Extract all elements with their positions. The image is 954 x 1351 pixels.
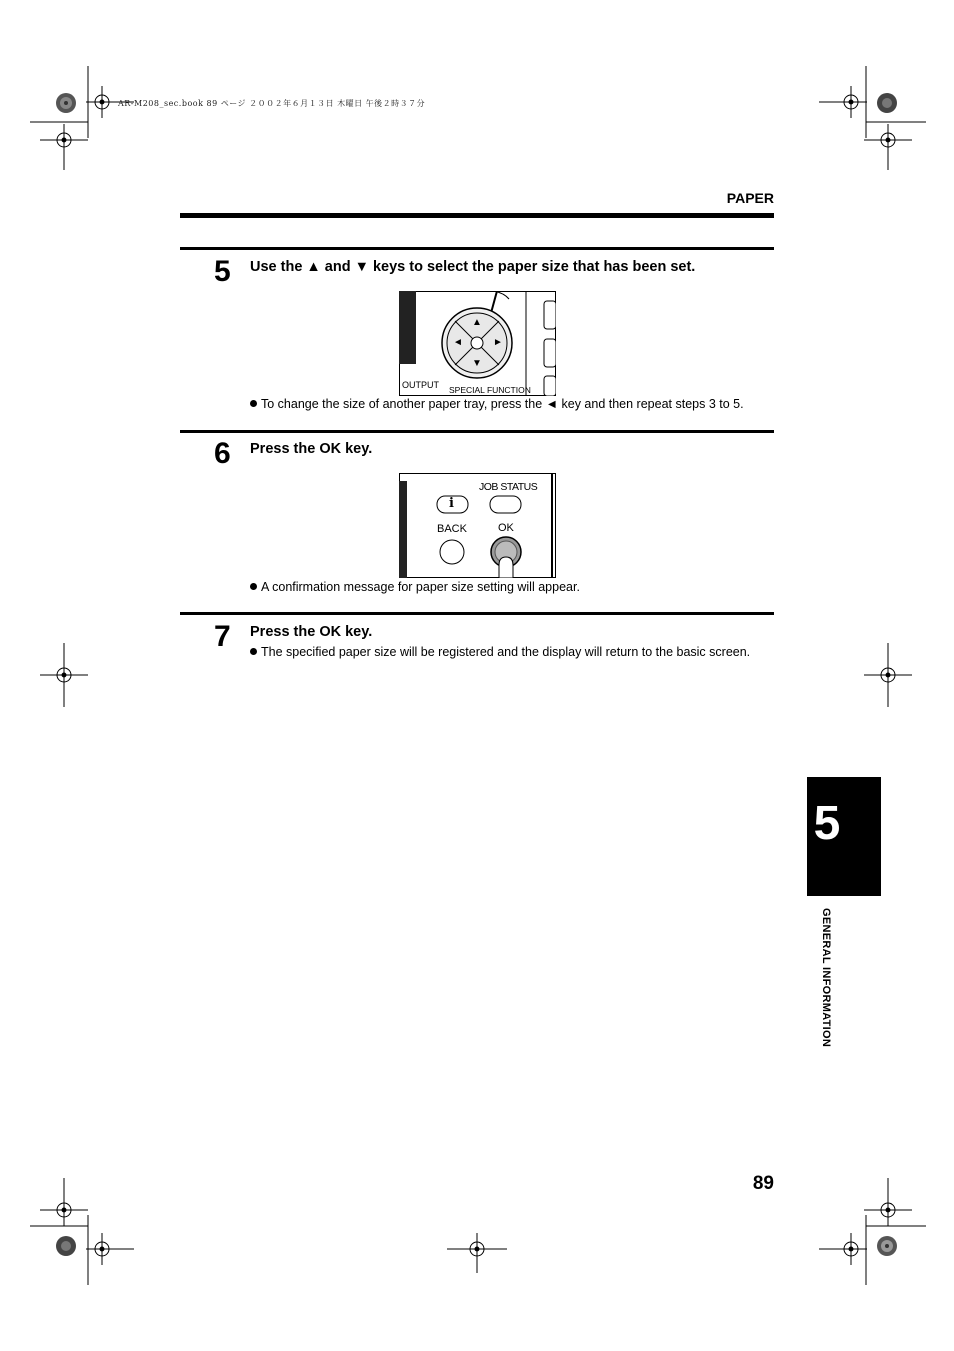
panel-label-ok: OK xyxy=(498,522,514,534)
down-arrow-key-icon: ▼ xyxy=(472,358,482,369)
step-7-number: 7 xyxy=(214,620,231,653)
bullet-icon xyxy=(250,400,257,407)
step-7-rule xyxy=(180,612,774,615)
panel-label-output: OUTPUT xyxy=(402,380,439,390)
step-7-instruction: Press the OK key. xyxy=(250,624,373,640)
chapter-number: 5 xyxy=(813,797,841,850)
step-5-number: 5 xyxy=(214,255,231,288)
bullet-icon xyxy=(250,583,257,590)
up-arrow-key-icon: ▲ xyxy=(472,317,482,328)
section-title: PAPER xyxy=(726,190,774,206)
left-arrow-key-icon: ◄ xyxy=(453,337,463,348)
step-5-rule xyxy=(180,247,774,250)
step-6-note-text: A confirmation message for paper size setting will appear. xyxy=(261,580,580,594)
page-number: 89 xyxy=(752,1173,774,1194)
step-5-instruction: Use the ▲ and ▼ keys to select the paper size that has been set. xyxy=(250,259,696,275)
panel-label-back: BACK xyxy=(437,523,467,535)
step-5-note xyxy=(250,397,744,411)
step-6-number: 6 xyxy=(214,437,231,470)
step-6-note xyxy=(250,580,580,594)
step-7-note-text: The specified paper size will be registered and the display will return to the basic screen. xyxy=(261,645,751,659)
step-5-note-text: To change the size of another paper tray, press the ◄ key and then repeat steps 3 to 5. xyxy=(261,397,744,411)
info-icon: i xyxy=(449,496,454,511)
bullet-icon xyxy=(250,648,257,655)
header-rule xyxy=(180,213,774,218)
panel-label-special-function: SPECIAL FUNCTION xyxy=(449,385,531,395)
step-6-instruction: Press the OK key. xyxy=(250,441,373,457)
right-arrow-key-icon: ► xyxy=(493,337,503,348)
step-7-note xyxy=(250,645,750,659)
print-info-line: AR-M208_sec.book 89 ページ ２００２年６月１３日 木曜日 午後２時３７分 xyxy=(118,99,426,108)
panel-label-job-status: JOB STATUS xyxy=(479,481,538,493)
chapter-label: GENERAL INFORMATION xyxy=(820,908,832,1048)
step-6-rule xyxy=(180,430,774,433)
